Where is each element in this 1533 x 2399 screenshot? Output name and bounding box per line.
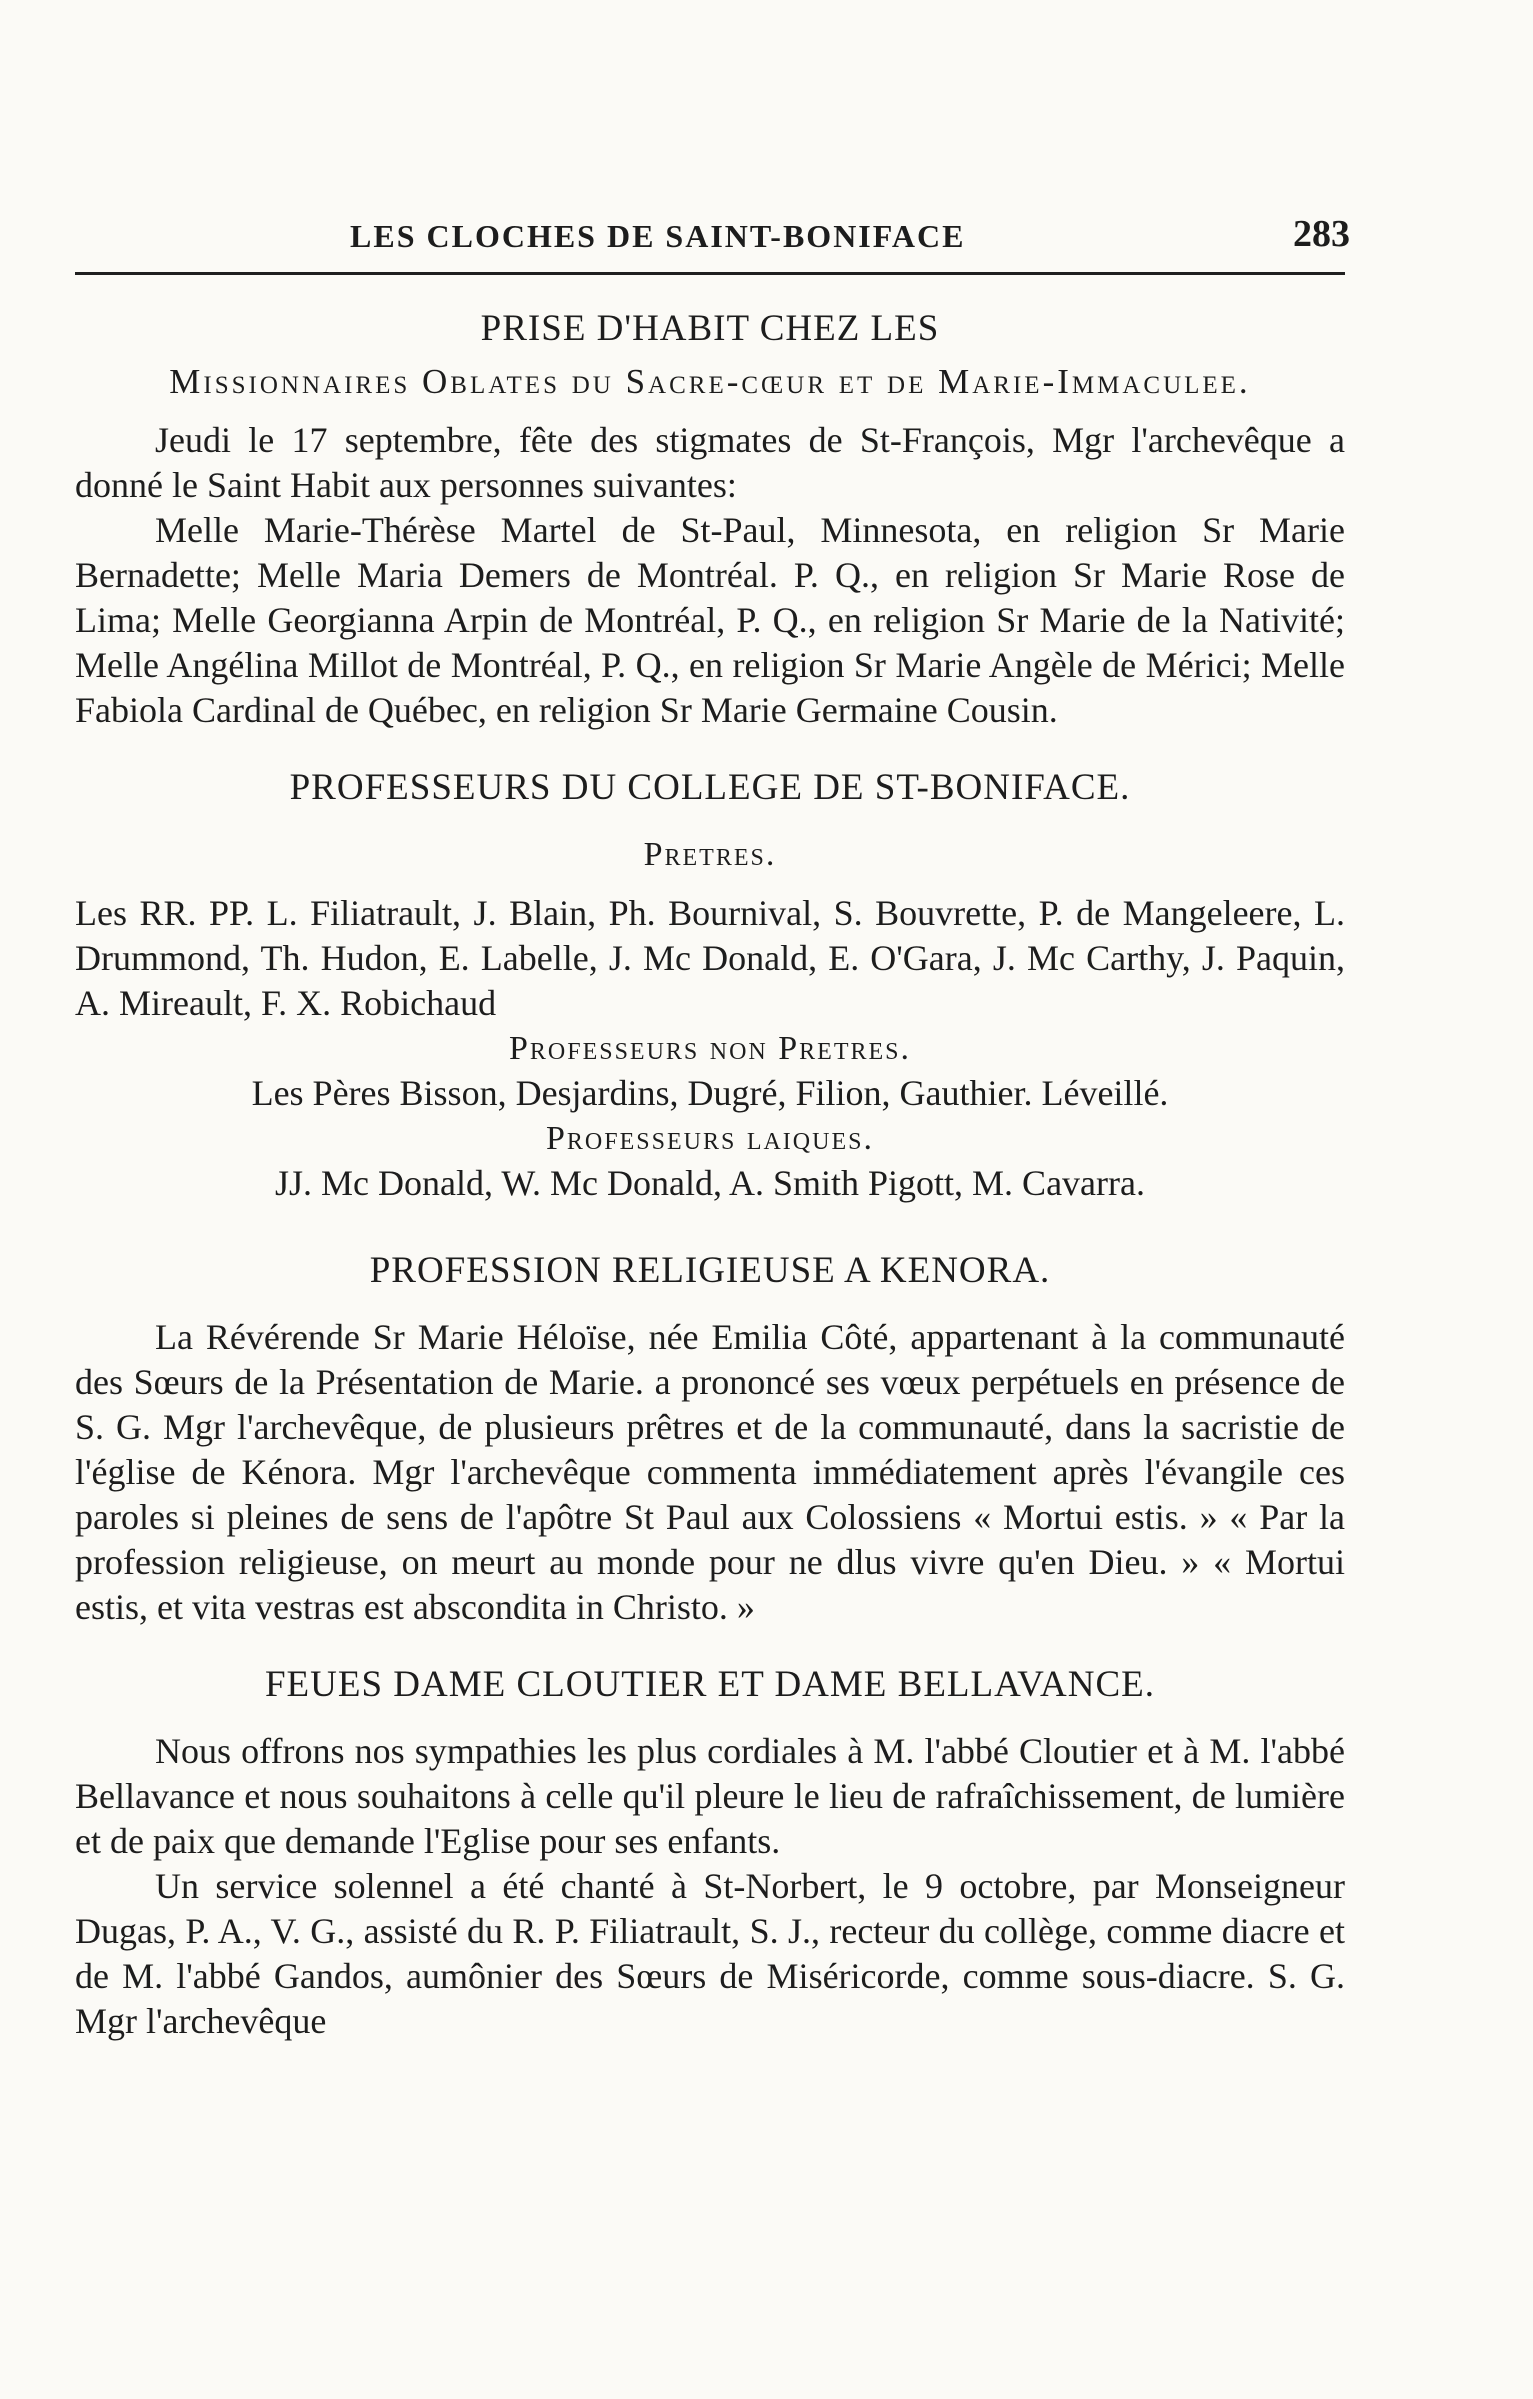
paragraph: Melle Marie-Thérèse Martel de St-Paul, Minnesota, en religion Sr Marie Bernadette; Melle Maria Demers de Montréal. P. Q., en religion Sr Marie Rose de Lima; Melle Georgianna Arpin de Montréal, P. Q., en religion Sr Marie de la Nativité; Melle Angélina Millot de Montréal, P. Q., en religion Sr Marie Angèle de Mérici; Melle Fabiola Cardinal de Québec, en religion Sr Marie Germaine Cousin. xyxy=(75,510,1345,730)
section-title-feues: FEUES DAME CLOUTIER ET DAME BELLAVANCE. xyxy=(264,1664,1156,1705)
page-number: 283 xyxy=(1293,213,1350,255)
subheading-non-pretres: Professeurs non Pretres. xyxy=(508,1030,912,1067)
section-title-profession: PROFESSION RELIGIEUSE A KENORA. xyxy=(369,1250,1051,1291)
paragraph: JJ. Mc Donald, W. Mc Donald, A. Smith Pigott, M. Cavarra. xyxy=(275,1163,1145,1203)
paragraph: Jeudi le 17 septembre, fête des stigmates de St-François, Mgr l'archevêque a donné le Saint Habit aux personnes suivantes: xyxy=(75,420,1345,505)
paragraph: Les Pères Bisson, Desjardins, Dugré, Filion, Gauthier. Léveillé. xyxy=(251,1073,1169,1113)
header-rule xyxy=(75,272,1345,275)
section-title-professeurs: PROFESSEURS DU COLLEGE DE ST-BONIFACE. xyxy=(289,767,1131,808)
section-subtitle-prise: Missionnaires Oblates du Sacre-cœur et de Marie-Immaculee. xyxy=(169,362,1251,401)
subheading-laiques: Professeurs laiques. xyxy=(546,1120,874,1157)
section-title-prise: PRISE D'HABIT CHEZ LES xyxy=(480,308,940,349)
paragraph: Les RR. PP. L. Filiatrault, J. Blain, Ph. Bournival, S. Bouvrette, P. de Mangeleere, L. Drummond, Th. Hudon, E. Labelle, J. Mc Donald, E. O'Gara, J. Mc Carthy, J. Paquin, A. Mireault, F. X. Robichaud xyxy=(75,893,1345,1023)
paragraph: La Révérende Sr Marie Héloïse, née Emilia Côté, appartenant à la communauté des Sœurs de la Présentation de Marie. a prononcé ses vœux perpétuels en présence de S. G. Mgr l'archevêque, de plusieurs prêtres et de la communauté, dans la sacristie de l'église de Kénora. Mgr l'archevêque commenta immédiatement après l'évangile ces paroles si pleines de sens de l'apôtre St Paul aux Colossiens « Mortui estis. » « Par la profession religieuse, on meurt au monde pour ne dlus vivre qu'en Dieu. » « Mortui estis, et vita vestras est abscondita in Christo. » xyxy=(75,1317,1345,1627)
paragraph: Un service solennel a été chanté à St-Norbert, le 9 octobre, par Monseigneur Dugas, P. A., V. G., assisté du R. P. Filiatrault, S. J., recteur du collège, comme diacre et de M. l'abbé Gandos, aumônier des Sœurs de Miséricorde, comme sous-diacre. S. G. Mgr l'archevêque xyxy=(75,1866,1345,2041)
page-header xyxy=(340,212,1350,256)
subheading-pretres: Pretres. xyxy=(643,836,777,873)
running-head: LES CLOCHES DE SAINT-BONIFACE xyxy=(350,218,966,254)
paragraph: Nous offrons nos sympathies les plus cordiales à M. l'abbé Cloutier et à M. l'abbé Bellavance et nous souhaitons à celle qu'il pleure le lieu de rafraîchissement, de lumière et de paix que demande l'Eglise pour ses enfants. xyxy=(75,1731,1345,1861)
page-body xyxy=(75,300,1345,2044)
